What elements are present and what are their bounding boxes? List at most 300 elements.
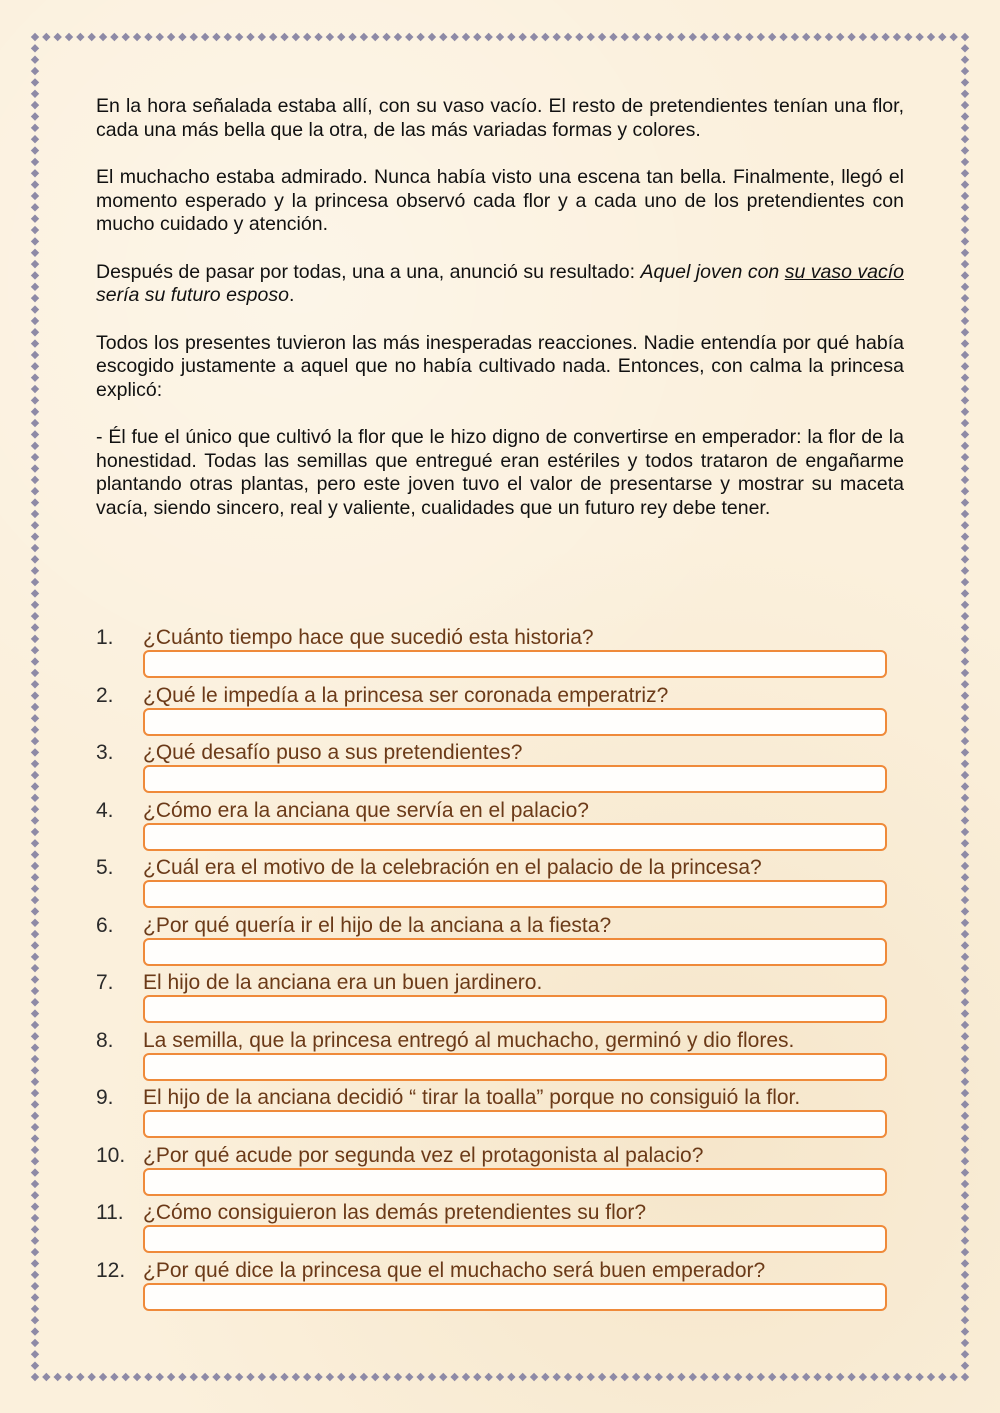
border-diamond [31, 907, 39, 915]
border-diamond [961, 510, 969, 518]
border-diamond [484, 1373, 492, 1381]
border-diamond [31, 612, 39, 620]
border-diamond [314, 1373, 322, 1381]
border-diamond [31, 760, 39, 768]
border-diamond [31, 339, 39, 347]
border-diamond [961, 896, 969, 904]
border-diamond [961, 760, 969, 768]
answer-input-6[interactable] [143, 938, 887, 966]
border-diamond [666, 33, 674, 41]
border-diamond [31, 532, 39, 540]
border-diamond [541, 1373, 549, 1381]
border-diamond [31, 1293, 39, 1301]
border-diamond [31, 1123, 39, 1131]
answer-input-7[interactable] [143, 995, 887, 1023]
border-diamond [269, 33, 277, 41]
question-8 [96, 1028, 896, 1084]
border-diamond [31, 998, 39, 1006]
border-diamond [961, 1089, 969, 1097]
border-diamond [961, 33, 969, 41]
border-diamond [961, 703, 969, 711]
border-diamond [31, 1009, 39, 1017]
border-diamond [961, 748, 969, 756]
answer-input-5[interactable] [143, 880, 887, 908]
border-diamond [564, 33, 572, 41]
border-diamond [42, 1373, 50, 1381]
border-diamond [768, 33, 776, 41]
border-diamond [961, 1021, 969, 1029]
border-diamond [31, 1237, 39, 1245]
border-diamond [31, 90, 39, 98]
border-diamond [31, 941, 39, 949]
border-diamond [915, 1373, 923, 1381]
border-diamond [961, 146, 969, 154]
border-diamond [961, 544, 969, 552]
border-diamond [31, 112, 39, 120]
border-diamond [31, 828, 39, 836]
border-diamond [836, 1373, 844, 1381]
border-diamond [961, 1316, 969, 1324]
border-diamond [961, 214, 969, 222]
border-diamond [31, 351, 39, 359]
border-diamond [53, 1373, 61, 1381]
border-diamond [961, 1259, 969, 1267]
question-text: ¿Por qué dice la princesa que el muchacho será buen emperador? [143, 1258, 766, 1282]
border-diamond [961, 635, 969, 643]
border-diamond [31, 1248, 39, 1256]
border-diamond [31, 362, 39, 370]
question-text: La semilla, que la princesa entregó al muchacho, germinó y dio flores. [143, 1028, 795, 1052]
border-diamond [961, 135, 969, 143]
border-diamond [961, 203, 969, 211]
border-diamond [31, 1180, 39, 1188]
border-diamond [31, 328, 39, 336]
border-diamond [643, 1373, 651, 1381]
border-diamond [507, 1373, 515, 1381]
border-diamond [927, 33, 935, 41]
border-diamond [961, 249, 969, 257]
border-diamond [31, 78, 39, 86]
border-diamond [31, 567, 39, 575]
question-11 [96, 1200, 896, 1256]
border-diamond [31, 1078, 39, 1086]
border-diamond [371, 33, 379, 41]
border-diamond [371, 1373, 379, 1381]
border-diamond [31, 430, 39, 438]
border-diamond [575, 33, 583, 41]
answer-input-2[interactable] [143, 708, 887, 736]
border-diamond [110, 1373, 118, 1381]
border-diamond [961, 1078, 969, 1086]
border-diamond [757, 33, 765, 41]
story-paragraph-1: En la hora señalada estaba allí, con su vaso vacío. El resto de pretendientes tenían una flor, cada una más bella que la otra, de las más variadas formas y colores. [96, 95, 904, 141]
border-diamond [31, 67, 39, 75]
border-diamond [31, 601, 39, 609]
border-diamond [961, 1237, 969, 1245]
border-diamond [31, 1168, 39, 1176]
question-text: El hijo de la anciana era un buen jardinero. [143, 971, 543, 994]
border-diamond [961, 862, 969, 870]
border-diamond [836, 33, 844, 41]
border-diamond [360, 33, 368, 41]
border-diamond [31, 56, 39, 64]
border-diamond [31, 1361, 39, 1369]
border-diamond [961, 385, 969, 393]
border-diamond [961, 498, 969, 506]
border-diamond [961, 532, 969, 540]
border-diamond [280, 1373, 288, 1381]
border-diamond [31, 101, 39, 109]
story-text [96, 95, 904, 544]
border-diamond [961, 1043, 969, 1051]
answer-input-12[interactable] [143, 1283, 887, 1311]
border-diamond [961, 657, 969, 665]
border-diamond [881, 33, 889, 41]
question-3 [96, 740, 896, 796]
border-diamond [31, 1134, 39, 1142]
border-diamond [31, 1112, 39, 1120]
border-diamond [110, 33, 118, 41]
border-diamond [53, 33, 61, 41]
border-diamond [961, 124, 969, 132]
border-diamond [31, 771, 39, 779]
question-number: 9. [96, 1086, 114, 1109]
border-diamond [99, 1373, 107, 1381]
border-diamond [961, 850, 969, 858]
border-diamond [394, 1373, 402, 1381]
border-diamond [360, 1373, 368, 1381]
border-diamond [961, 1350, 969, 1358]
border-diamond [949, 1373, 957, 1381]
answer-input-1[interactable] [143, 650, 887, 678]
border-diamond [382, 33, 390, 41]
border-diamond [31, 510, 39, 518]
border-diamond [31, 1225, 39, 1233]
border-diamond [961, 351, 969, 359]
border-diamond [337, 33, 345, 41]
border-diamond [167, 33, 175, 41]
border-diamond [553, 1373, 561, 1381]
border-diamond [723, 33, 731, 41]
border-diamond [961, 169, 969, 177]
border-diamond [31, 1066, 39, 1074]
border-diamond [938, 1373, 946, 1381]
border-diamond [382, 1373, 390, 1381]
border-diamond [65, 33, 73, 41]
border-diamond [31, 1259, 39, 1267]
border-diamond [961, 430, 969, 438]
border-diamond [31, 930, 39, 938]
border-diamond [31, 623, 39, 631]
border-diamond [961, 373, 969, 381]
border-diamond [961, 1032, 969, 1040]
border-diamond [42, 33, 50, 41]
border-diamond [31, 953, 39, 961]
question-number: 1. [96, 626, 114, 649]
border-diamond [904, 1373, 912, 1381]
border-diamond [190, 33, 198, 41]
border-diamond [961, 362, 969, 370]
border-diamond [31, 714, 39, 722]
border-diamond [450, 33, 458, 41]
border-diamond [303, 1373, 311, 1381]
border-diamond [961, 339, 969, 347]
answer-input-4[interactable] [143, 823, 887, 851]
border-diamond [961, 930, 969, 938]
border-diamond [201, 1373, 209, 1381]
border-diamond [961, 839, 969, 847]
border-diamond [961, 112, 969, 120]
border-diamond [961, 555, 969, 563]
border-diamond [598, 33, 606, 41]
border-diamond [246, 1373, 254, 1381]
border-diamond [31, 919, 39, 927]
story-paragraph-4: Todos los presentes tuvieron las más inesperadas reacciones. Nadie entendía por qué había escogido justamente a aquel que no había cultivado nada. Entonces, con calma la princesa explicó: [96, 331, 904, 401]
border-diamond [484, 33, 492, 41]
border-diamond [156, 1373, 164, 1381]
border-diamond [700, 1373, 708, 1381]
border-diamond [677, 33, 685, 41]
border-diamond [496, 33, 504, 41]
border-diamond [428, 1373, 436, 1381]
border-diamond [938, 33, 946, 41]
border-diamond [31, 271, 39, 279]
border-diamond [859, 33, 867, 41]
border-diamond [269, 1373, 277, 1381]
border-diamond [723, 1373, 731, 1381]
border-diamond [961, 1248, 969, 1256]
border-diamond [961, 964, 969, 972]
border-diamond [961, 226, 969, 234]
border-diamond [31, 1202, 39, 1210]
question-text: El hijo de la anciana decidió “ tirar la toalla” porque no consiguió la flor. [143, 1086, 801, 1109]
border-diamond [31, 1032, 39, 1040]
border-diamond [439, 1373, 447, 1381]
border-diamond [961, 67, 969, 75]
border-diamond [961, 623, 969, 631]
border-diamond [961, 737, 969, 745]
border-diamond [31, 680, 39, 688]
border-diamond [779, 1373, 787, 1381]
border-diamond [870, 1373, 878, 1381]
border-diamond [915, 33, 923, 41]
answer-input-8[interactable] [143, 1053, 887, 1081]
border-diamond [258, 1373, 266, 1381]
border-diamond [700, 33, 708, 41]
border-diamond [156, 33, 164, 41]
border-diamond [31, 987, 39, 995]
border-diamond [326, 33, 334, 41]
border-diamond [904, 33, 912, 41]
border-diamond [31, 726, 39, 734]
answer-input-10[interactable] [143, 1168, 887, 1196]
border-diamond [439, 33, 447, 41]
border-diamond [961, 1180, 969, 1188]
border-diamond [961, 408, 969, 416]
border-diamond [31, 850, 39, 858]
border-diamond [31, 1339, 39, 1347]
border-diamond [961, 726, 969, 734]
border-diamond [961, 1134, 969, 1142]
border-diamond [31, 169, 39, 177]
border-diamond [961, 805, 969, 813]
border-diamond [961, 396, 969, 404]
border-diamond [348, 1373, 356, 1381]
border-diamond [31, 589, 39, 597]
border-diamond [961, 476, 969, 484]
border-diamond [530, 33, 538, 41]
border-diamond [961, 305, 969, 313]
border-diamond [31, 873, 39, 881]
border-diamond [961, 442, 969, 450]
border-diamond [961, 975, 969, 983]
border-diamond [88, 1373, 96, 1381]
border-diamond [518, 1373, 526, 1381]
border-diamond [961, 1282, 969, 1290]
border-diamond [825, 33, 833, 41]
border-diamond [881, 1373, 889, 1381]
border-diamond [31, 1305, 39, 1313]
border-diamond [541, 33, 549, 41]
border-diamond [31, 158, 39, 166]
border-diamond [961, 1055, 969, 1063]
border-diamond [621, 1373, 629, 1381]
border-diamond [530, 1373, 538, 1381]
border-diamond [428, 33, 436, 41]
border-diamond [961, 271, 969, 279]
border-diamond [961, 601, 969, 609]
border-diamond [76, 33, 84, 41]
border-diamond [655, 33, 663, 41]
border-diamond [31, 748, 39, 756]
border-diamond [802, 33, 810, 41]
question-10 [96, 1143, 896, 1199]
border-diamond [31, 1055, 39, 1063]
border-diamond [31, 1282, 39, 1290]
border-diamond [893, 33, 901, 41]
border-diamond [133, 33, 141, 41]
border-diamond [31, 805, 39, 813]
border-diamond [961, 1112, 969, 1120]
border-diamond [122, 33, 130, 41]
border-diamond [961, 56, 969, 64]
border-diamond [496, 1373, 504, 1381]
border-diamond [31, 635, 39, 643]
border-diamond [416, 1373, 424, 1381]
question-number: 6. [96, 913, 114, 937]
border-diamond [31, 884, 39, 892]
answer-input-9[interactable] [143, 1110, 887, 1138]
border-diamond [621, 33, 629, 41]
border-diamond [31, 737, 39, 745]
border-diamond [235, 1373, 243, 1381]
border-diamond [348, 33, 356, 41]
border-diamond [31, 249, 39, 257]
border-diamond [961, 317, 969, 325]
border-diamond [961, 101, 969, 109]
border-diamond [825, 1373, 833, 1381]
border-diamond [689, 33, 697, 41]
border-diamond [632, 33, 640, 41]
border-diamond [99, 33, 107, 41]
border-diamond [31, 646, 39, 654]
border-diamond [745, 33, 753, 41]
question-number: 10. [96, 1143, 126, 1167]
border-diamond [31, 1089, 39, 1097]
border-diamond [31, 373, 39, 381]
border-diamond [961, 464, 969, 472]
story-paragraph-2: El muchacho estaba admirado. Nunca había visto una escena tan bella. Finalmente, llegó el momento esperado y la princesa observó cada flor y a cada uno de los pretendientes con mucho cuidado y atención. [96, 166, 904, 235]
border-diamond [31, 203, 39, 211]
question-text: ¿Cuánto tiempo hace que sucedió esta historia? [143, 626, 594, 649]
border-diamond [178, 33, 186, 41]
border-diamond [31, 260, 39, 268]
border-diamond [31, 839, 39, 847]
border-diamond [31, 1146, 39, 1154]
border-diamond [859, 1373, 867, 1381]
border-diamond [190, 1373, 198, 1381]
border-diamond [31, 385, 39, 393]
border-diamond [587, 33, 595, 41]
border-diamond [31, 226, 39, 234]
border-diamond [961, 44, 969, 52]
border-diamond [961, 1339, 969, 1347]
border-diamond [734, 33, 742, 41]
border-diamond [473, 33, 481, 41]
border-diamond [31, 1316, 39, 1324]
border-diamond [31, 294, 39, 302]
story-paragraph-5: - Él fue el único que cultivó la flor que le hizo digno de convertirse en emperador: la flor de la honestidad. Todas las semillas que entregué eran estériles y todos trataron de engañarme plantando otras plantas, pero este joven tuvo el valor de presentarse y mostrar su maceta vacía, siendo sincero, real y valiente, cualidades que un futuro rey debe tener. [96, 426, 904, 519]
border-diamond [961, 680, 969, 688]
border-diamond [961, 907, 969, 915]
border-diamond [961, 237, 969, 245]
question-text: ¿Qué desafío puso a sus pretendientes? [143, 741, 523, 764]
border-diamond [416, 33, 424, 41]
answer-input-3[interactable] [143, 765, 887, 793]
border-diamond [961, 1066, 969, 1074]
border-diamond [791, 33, 799, 41]
border-diamond [961, 158, 969, 166]
border-diamond [224, 1373, 232, 1381]
border-diamond [961, 669, 969, 677]
border-diamond [802, 1373, 810, 1381]
border-diamond [31, 317, 39, 325]
question-1 [96, 625, 896, 681]
border-diamond [31, 33, 39, 41]
border-diamond [609, 33, 617, 41]
border-diamond [961, 260, 969, 268]
border-diamond [31, 192, 39, 200]
border-diamond [31, 214, 39, 222]
border-diamond [961, 1373, 969, 1381]
question-12 [96, 1258, 896, 1314]
border-diamond [870, 33, 878, 41]
border-diamond [643, 33, 651, 41]
answer-input-11[interactable] [143, 1225, 887, 1253]
border-diamond [961, 192, 969, 200]
border-diamond [961, 884, 969, 892]
border-diamond [31, 1214, 39, 1222]
border-diamond [961, 1009, 969, 1017]
border-diamond [564, 1373, 572, 1381]
border-diamond [405, 1373, 413, 1381]
border-diamond [655, 1373, 663, 1381]
story-quote-underlined: su vaso vacío [784, 260, 905, 283]
border-diamond [745, 1373, 753, 1381]
border-diamond [280, 33, 288, 41]
border-diamond [961, 953, 969, 961]
question-text: ¿Por qué quería ir el hijo de la anciana a la fiesta? [143, 913, 612, 937]
